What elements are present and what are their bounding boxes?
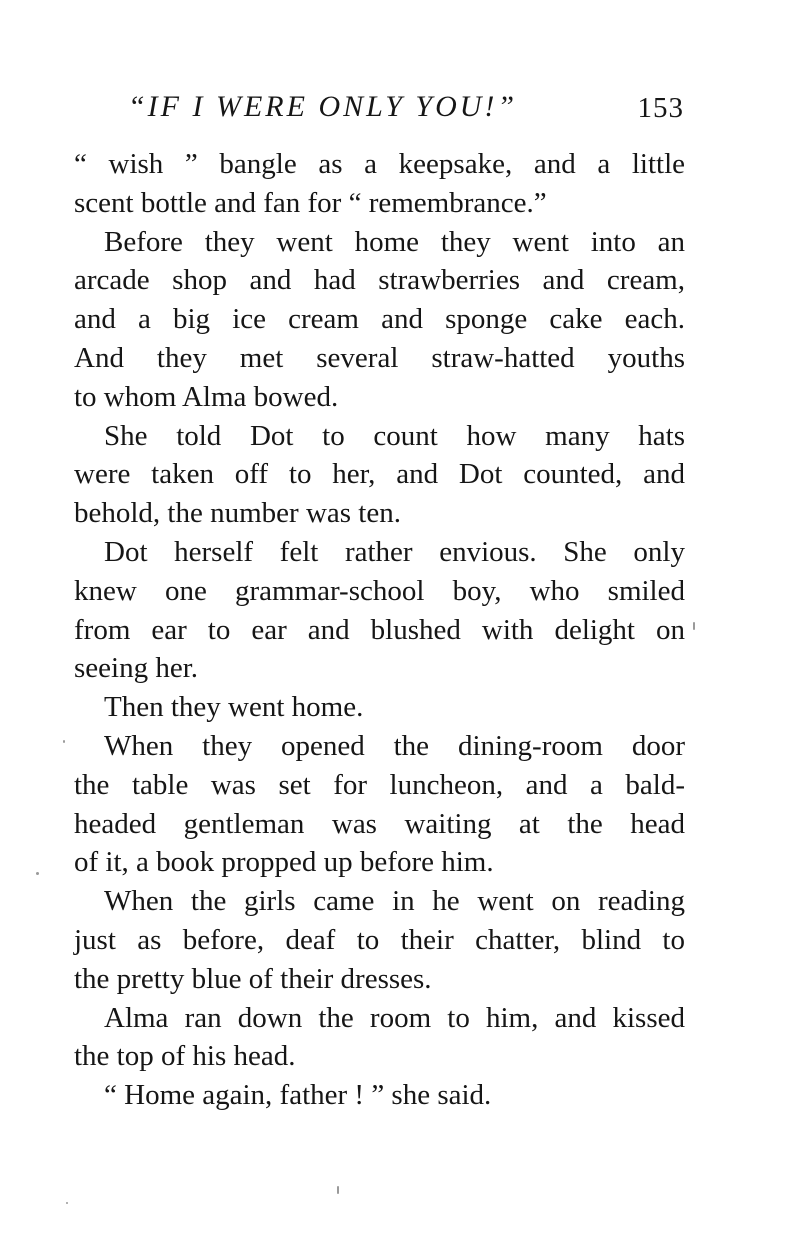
- text-line: the pretty blue of their dresses.: [74, 962, 432, 995]
- text-line: And they met several straw-hatted youths: [74, 341, 685, 374]
- scan-speck: [693, 622, 695, 630]
- text-line: the top of his head.: [74, 1040, 296, 1073]
- scan-speck: [66, 1202, 68, 1204]
- text-line: were taken off to her, and Dot counted, and: [74, 458, 685, 491]
- text-line: seeing her.: [74, 652, 199, 685]
- text-line: headed gentleman was waiting at the head: [74, 807, 685, 840]
- text-line: arcade shop and had strawberries and cream,: [74, 264, 685, 297]
- text-line: Before they went home they went into an: [104, 225, 685, 258]
- text-line: Then they went home.: [104, 691, 364, 724]
- text-line: She told Dot to count how many hats: [104, 419, 685, 452]
- text-line: to whom Alma bowed.: [74, 380, 339, 413]
- page-number: 153: [637, 92, 684, 124]
- text-line: When they opened the dining-room door: [104, 729, 685, 762]
- text-line: Alma ran down the room to him, and kissed: [104, 1001, 685, 1034]
- scan-speck: [63, 740, 65, 743]
- text-line: scent bottle and fan for “ remembrance.”: [74, 186, 547, 219]
- text-line: and a big ice cream and sponge cake each.: [74, 303, 685, 336]
- text-line: just as before, deaf to their chatter, blind to: [74, 923, 685, 956]
- text-line: “ wish ” bangle as a keepsake, and a little: [74, 148, 685, 180]
- text-line: the table was set for luncheon, and a bald-: [74, 768, 685, 801]
- text-line: “ Home again, father ! ” she said.: [104, 1079, 492, 1112]
- running-head: [128, 90, 688, 130]
- text-line: from ear to ear and blushed with delight on: [74, 613, 685, 646]
- scan-speck: [337, 1186, 339, 1194]
- scan-speck: [36, 872, 39, 875]
- text-line: behold, the number was ten.: [74, 497, 401, 530]
- body-text: [74, 145, 685, 1115]
- text-line: knew one grammar-school boy, who smiled: [74, 574, 685, 607]
- text-line: Dot herself felt rather envious. She only: [104, 535, 685, 568]
- text-line: of it, a book propped up before him.: [74, 846, 494, 879]
- text-line: When the girls came in he went on reading: [104, 885, 685, 918]
- running-title: “IF I WERE ONLY YOU!”: [128, 90, 518, 123]
